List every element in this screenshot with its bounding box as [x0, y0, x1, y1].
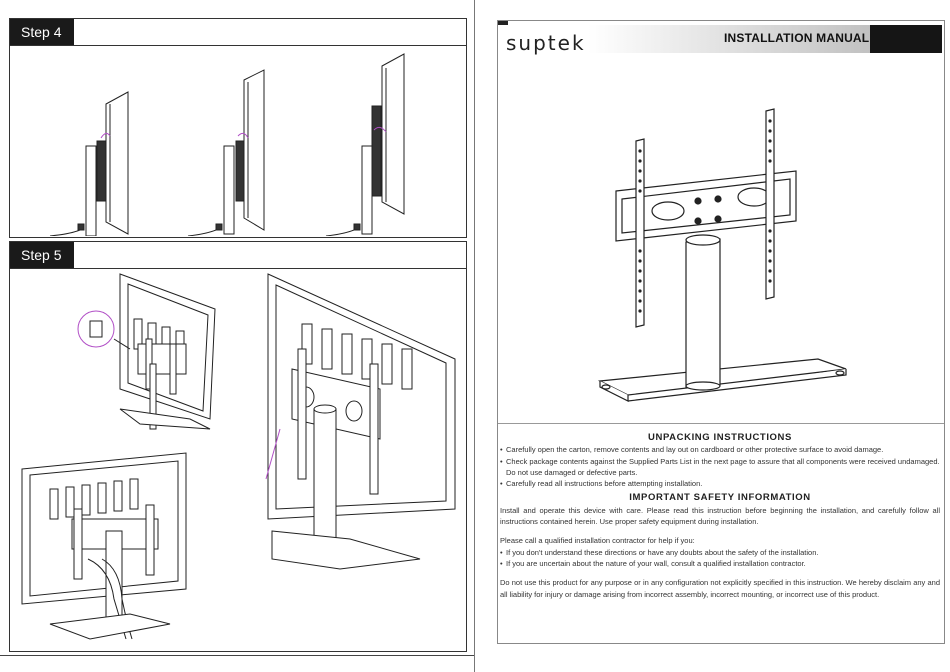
- page-fold: [474, 0, 475, 672]
- step5-illustration: [10, 269, 466, 650]
- step4-label: Step 4: [10, 19, 74, 45]
- manual-frame: [497, 20, 945, 644]
- step4-illustration: [10, 46, 466, 236]
- safety-call-text: Please call a qualified installation contractor for help if you:: [500, 536, 695, 546]
- tv-stand-product-image: [498, 69, 944, 419]
- tv-rear-view-small: [78, 274, 215, 429]
- unpacking-title: UNPACKING INSTRUCTIONS: [648, 432, 792, 443]
- unpacking-item: • Check package contents against the Supplied Parts List in the next page to assure that all components were received undamaged. Do not use damaged or defective parts.: [500, 456, 940, 479]
- section-divider: [498, 423, 944, 424]
- safety-title: IMPORTANT SAFETY INFORMATION: [629, 492, 811, 504]
- safety-item: • If you are uncertain about the nature of your wall, consult a qualified installation contractor.: [500, 558, 940, 569]
- tv-side-view-1: [50, 92, 128, 236]
- step5-label: Step 5: [10, 242, 74, 268]
- step5-panel: [9, 241, 467, 652]
- unpacking-item: • Carefully read all instructions before attempting installation.: [500, 478, 940, 489]
- bottom-rule: [0, 655, 475, 656]
- tv-side-view-3: [326, 54, 404, 236]
- right-page: [483, 0, 950, 672]
- safety-item: • If you don't understand these directions or have any doubts about the safety of the installation.: [500, 547, 940, 558]
- tv-rear-view-large: [266, 274, 455, 569]
- safety-disclaimer: Do not use this product for any purpose or in any configuration not explicitly specified in this instruction. We hereby disclaim any and all liability for injury or damage arising from incorrect assembly, incorrect mounting, or incorrect use of this product.: [500, 578, 940, 599]
- tv-side-view-2: [188, 70, 264, 236]
- header-black-block: [870, 25, 942, 53]
- safety-intro: Install and operate this device with care. Please read this instruction before beginning the installation, and carefully follow all instructions contained herein. Use proper safety equipment during installation.: [500, 505, 940, 527]
- brand-logo: suptek: [506, 31, 586, 55]
- manual-header: [498, 21, 944, 69]
- tv-rear-view-cabled: [22, 453, 186, 639]
- step4-panel: [9, 18, 467, 238]
- unpacking-item: • Carefully open the carton, remove contents and lay out on cardboard or other protective surface to avoid damage.: [500, 444, 940, 455]
- instructions-text: [500, 429, 940, 600]
- manual-title: INSTALLATION MANUAL: [724, 31, 870, 45]
- logo-notch: [498, 21, 508, 25]
- step5-header: [10, 242, 466, 269]
- step4-header: [10, 19, 466, 46]
